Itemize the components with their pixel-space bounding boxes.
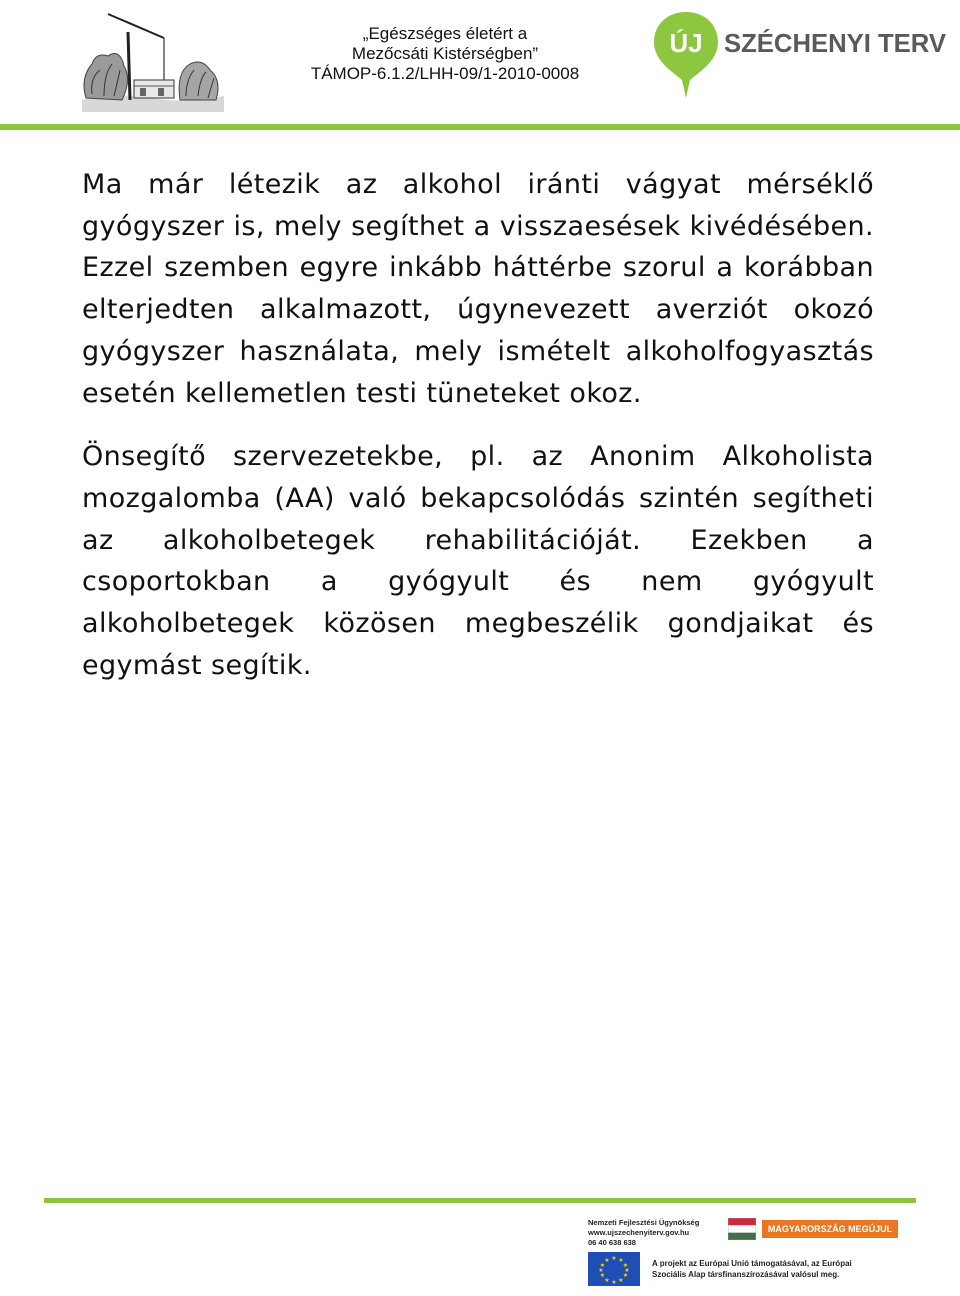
agency-name: Nemzeti Fejlesztési Ügynökség: [588, 1218, 700, 1227]
hungarian-flag-icon: [728, 1218, 756, 1240]
svg-text:★: ★: [598, 1267, 604, 1274]
svg-text:★: ★: [611, 1279, 617, 1286]
svg-text:★: ★: [618, 1257, 624, 1264]
project-title-line2: Mezőcsáti Kistérségben”: [351, 44, 539, 63]
project-header: [270, 24, 620, 84]
main-content: [82, 164, 874, 708]
svg-text:★: ★: [624, 1267, 630, 1274]
uj-szechenyi-terv-logo: [652, 8, 952, 100]
logo-szechenyi-text: SZÉCHENYI TERV: [724, 28, 947, 58]
svg-text:★: ★: [599, 1262, 606, 1269]
agency-phone: 06 40 638 638: [588, 1238, 636, 1247]
logo-uj-text: ÚJ: [669, 28, 703, 58]
eu-funding-line1: A projekt az Európai Unió támogatásával, az Európai: [652, 1259, 852, 1268]
header-divider: [0, 124, 960, 130]
footer-logos: [560, 1208, 906, 1292]
magyarorszag-megujul-banner: MAGYARORSZÁG MEGÚJUL: [762, 1220, 898, 1238]
eu-flag-icon: [588, 1252, 640, 1286]
svg-text:★: ★: [604, 1277, 610, 1284]
svg-text:★: ★: [611, 1255, 617, 1262]
svg-text:★: ★: [622, 1272, 629, 1279]
svg-text:★: ★: [622, 1262, 629, 1269]
svg-text:★: ★: [604, 1257, 610, 1264]
eu-funding-line2: Szociális Alap társfinanszírozásával valósul meg.: [652, 1270, 840, 1279]
well-illustration-logo: [78, 8, 228, 120]
agency-url: www.ujszechenyiterv.gov.hu: [588, 1228, 690, 1237]
project-code: TÁMOP-6.1.2/LHH-09/1-2010-0008: [310, 64, 580, 83]
svg-text:★: ★: [599, 1272, 606, 1279]
paragraph-self-help: Önsegítő szervezetekbe, pl. az Anonim Alkoholista mozgalomba (AA) való bekapcsolódás szintén segítheti az alkoholbetegek rehabilitációját. Ezekben a csoportokban a gyógyult és nem gyógyult alkoholbetegek közösen megbeszélik gondjaikat és egymást segítik.: [82, 441, 874, 681]
project-title-line1: „Egészséges életért a: [362, 24, 528, 43]
paragraph-medication: Ma már létezik az alkohol iránti vágyat mérséklő gyógyszer is, mely segíthet a visszaesések kivédésében. Ezzel szemben egyre inkább háttérbe szorul a korábban elterjedten alkalmazott, úgynevezett averziót okozó gyógyszer használata, mely ismételt alkoholfogyasztás esetén kellemetlen testi tüneteket okoz.: [82, 169, 874, 409]
footer-divider: [44, 1198, 916, 1203]
svg-text:★: ★: [618, 1277, 624, 1284]
